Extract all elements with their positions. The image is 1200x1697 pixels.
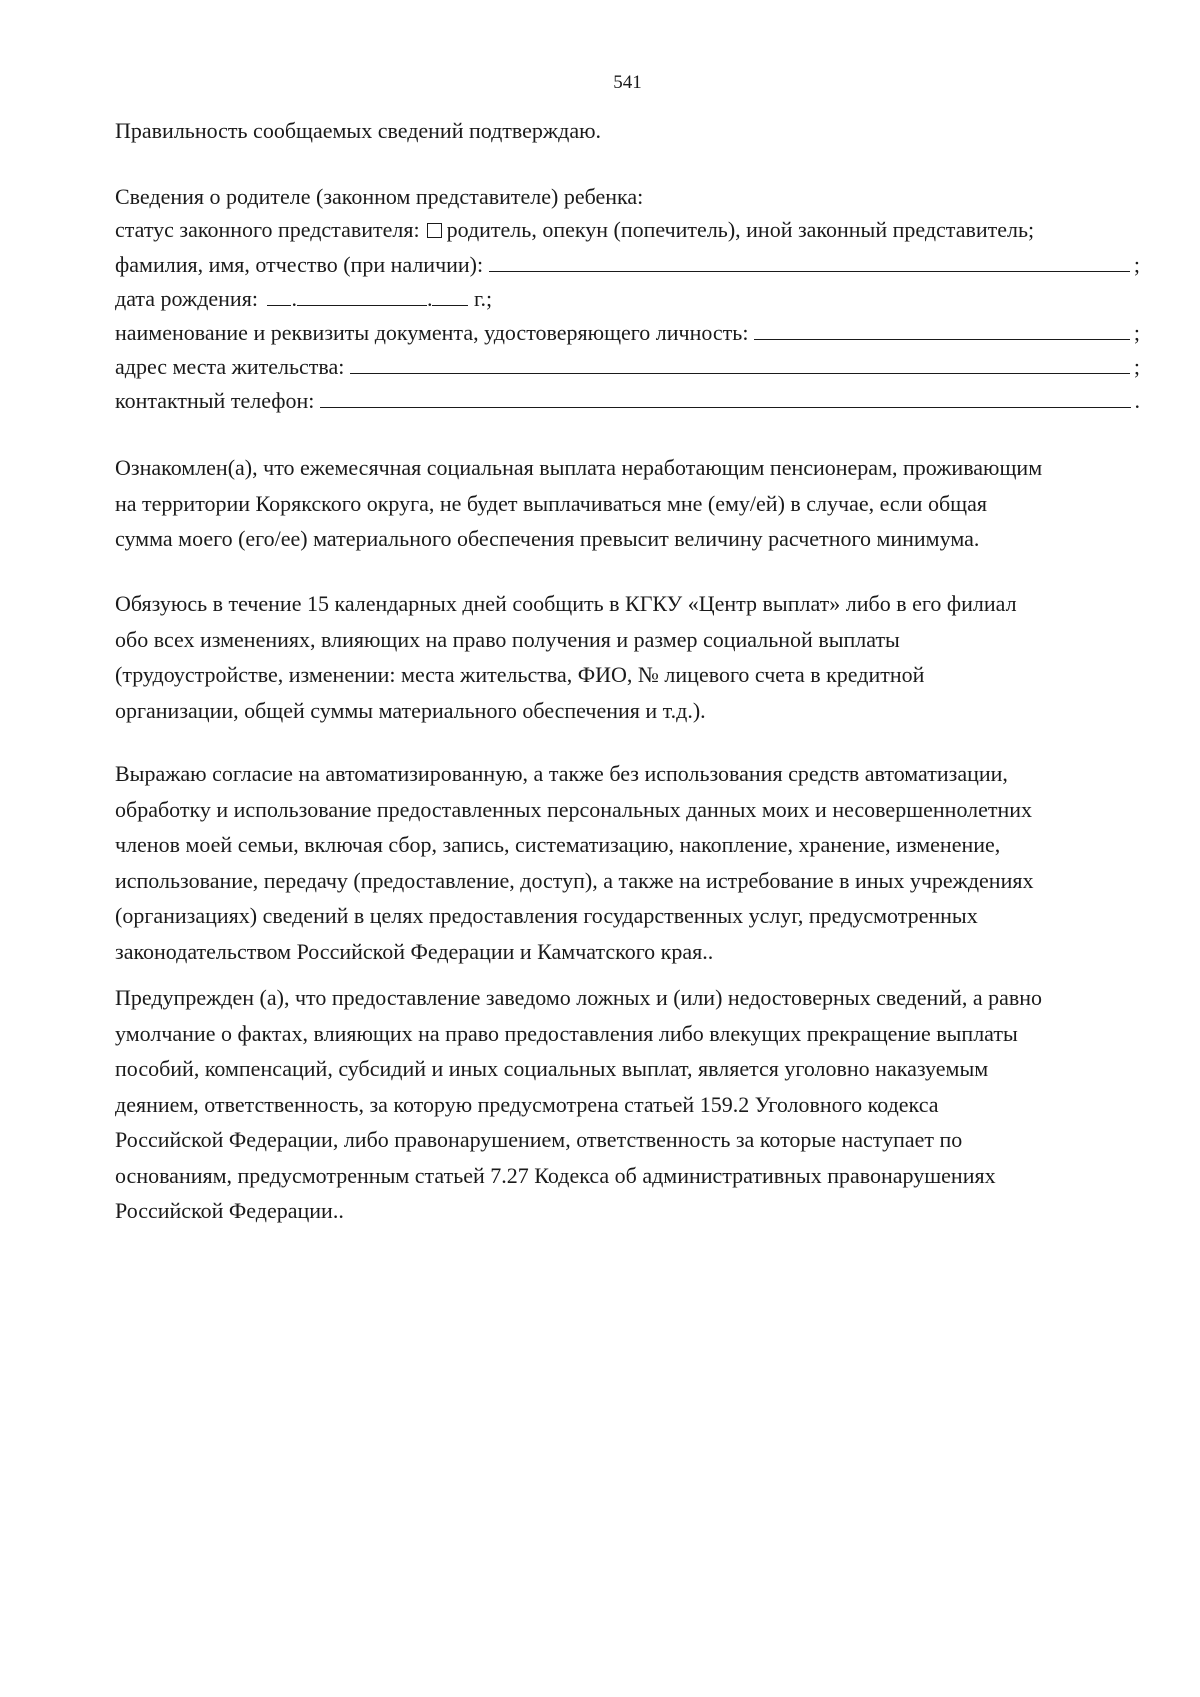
- fio-line: [115, 248, 1140, 282]
- paragraph-line: умолчание о фактах, влияющих на право предоставления либо влекущих прекращение выплаты: [115, 1020, 1018, 1046]
- dob-line: [115, 282, 492, 316]
- address-semicolon: ;: [1133, 354, 1140, 379]
- paragraph-line: использование, передачу (предоставление, доступ), а также на истребование в иных учреждениях: [115, 867, 1034, 893]
- paragraph-line: законодательством Российской Федерации и Камчатского края..: [115, 938, 714, 964]
- address-line: [115, 350, 1140, 384]
- paragraph-line: пособий, компенсаций, субсидий и иных социальных выплат, является уголовно наказуемым: [115, 1056, 989, 1081]
- paragraph-line: Российской Федерации, либо правонарушением, ответственность за которые наступает по: [115, 1127, 963, 1152]
- paragraph-line: обработку и использование предоставленных персональных данных моих и несовершеннолетних: [115, 796, 1033, 822]
- status-options: родитель, опекун (попечитель), иной законный представитель;: [446, 217, 1035, 242]
- dob-separator: .: [426, 286, 433, 311]
- paragraph-line: сумма моего (его/ее) материального обеспечения превысит величину расчетного минимума.: [115, 526, 980, 551]
- doc-line: [115, 316, 1140, 350]
- dob-month-field[interactable]: [297, 285, 427, 306]
- paragraph-line: на территории Корякского округа, не будет выплачиваться мне (ему/ей) в случае, если общая: [115, 490, 987, 516]
- doc-field[interactable]: [754, 317, 1129, 340]
- paragraph-line: организации, общей суммы материального обеспечения и т.д.).: [115, 697, 706, 723]
- dob-suffix: г.;: [473, 286, 493, 311]
- paragraph-line: основаниям, предусмотренным статьей 7.27 Кодекса об административных правонарушениях: [115, 1162, 996, 1188]
- paragraph-line: (трудоустройстве, изменении: места жительства, ФИО, № лицевого счета в кредитной: [115, 662, 925, 687]
- doc-semicolon: ;: [1133, 320, 1140, 345]
- address-field[interactable]: [350, 351, 1129, 374]
- paragraph-line: Выражаю согласие на автоматизированную, а также без использования средств автоматизации,: [115, 761, 1008, 786]
- phone-label: контактный телефон:: [115, 388, 315, 413]
- paragraph-line: (организациях) сведений в целях предоставления государственных услуг, предусмотренных: [115, 903, 978, 928]
- dob-year-field[interactable]: [432, 285, 468, 306]
- paragraph-line: Российской Федерации..: [115, 1198, 344, 1223]
- confirm-text: Правильность сообщаемых сведений подтверждаю.: [115, 118, 602, 143]
- parent-section-heading: Сведения о родителе (законном представителе) ребенка:: [115, 184, 644, 209]
- doc-label: наименование и реквизиты документа, удостоверяющего личность:: [115, 320, 749, 345]
- paragraph-line: членов моей семьи, включая сбор, запись, систематизацию, накопление, хранение, изменение,: [115, 832, 1001, 857]
- phone-period: .: [1134, 388, 1140, 413]
- paragraph-warning: [115, 980, 1140, 1229]
- fio-label: фамилия, имя, отчество (при наличии):: [115, 252, 484, 277]
- fio-semicolon: ;: [1133, 252, 1140, 277]
- dob-separator: .: [291, 286, 297, 311]
- dob-day-field[interactable]: [267, 285, 291, 306]
- paragraph-line: Ознакомлен(а), что ежемесячная социальная выплата неработающим пенсионерам, проживающим: [115, 455, 1043, 480]
- page-number: 541: [613, 72, 642, 93]
- paragraph-line: Предупрежден (а), что предоставление заведомо ложных и (или) недостоверных сведений, а равно: [115, 985, 1043, 1010]
- paragraph-line: обо всех изменениях, влияющих на право получения и размер социальной выплаты: [115, 626, 900, 652]
- dob-label: дата рождения:: [115, 286, 258, 311]
- status-line: [115, 213, 1034, 247]
- status-label: статус законного представителя:: [115, 217, 420, 242]
- paragraph-obligation: [115, 586, 1140, 728]
- phone-line: [115, 384, 1140, 418]
- paragraph-line: Обязуюсь в течение 15 календарных дней сообщить в КГКУ «Центр выплат» либо в его филиал: [115, 591, 1017, 616]
- fio-field[interactable]: [489, 249, 1130, 272]
- status-checkbox[interactable]: [427, 223, 442, 238]
- address-label: адрес места жительства:: [115, 354, 345, 379]
- paragraph-consent: [115, 756, 1140, 969]
- phone-field[interactable]: [320, 385, 1130, 408]
- paragraph-acknowledgement: [115, 450, 1140, 557]
- paragraph-line: деянием, ответственность, за которую предусмотрена статьей 159.2 Уголовного кодекса: [115, 1091, 939, 1117]
